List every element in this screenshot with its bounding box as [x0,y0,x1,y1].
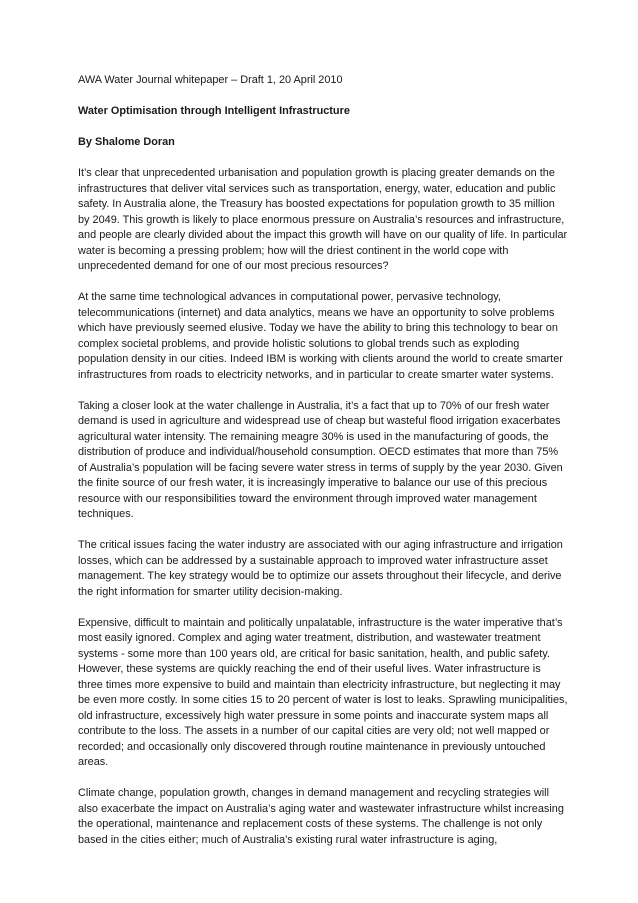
paragraph: It’s clear that unprecedented urbanisation and population growth is placing greater demands on the infrastructures that deliver vital services such as transportation, energy, water, education and public safety. In Australia alone, the Treasury has boosted expectations for population growth to 35 million by 2049. This growth is likely to place enormous pressure on Australia’s resources and infrastructure, and people are clearly divided about the impact this growth will have on our quality of life. In particular water is becoming a pressing problem; how will the driest continent in the world cope with unprecedented demand for one of our most precious resources? [78,167,568,272]
byline: By Shalome Doran [78,136,175,148]
paragraph: Expensive, difficult to maintain and politically unpalatable, infrastructure is the water imperative that’s most easily ignored. Complex and aging water treatment, distribution, and wastewater treatment systems - some more than 100 years old, are critical for basic sanitation, health, and public safety. However, these systems are quickly reaching the end of their useful lives. Water infrastructure is three times more expensive to build and maintain than electricity infrastructure, but neglecting it may be even more costly. In some cities 15 to 20 percent of water is lost to leaks. Sprawling municipalities, old infrastructure, excessively high water pressure in some points and inaccurate system maps all contribute to the loss. The assets in a number of our capital cities are very old; not well mapped or recorded; and occasionally only discovered through routine maintenance in previously untouched areas. [78,616,568,768]
paragraph: The critical issues facing the water industry are associated with our aging infrastructure and irrigation losses, which can be addressed by a sustainable approach to improved water infrastructure asset management. The key strategy would be to optimize our assets throughout their lifecycle, and derive the right information for smarter utility decision-making. [78,539,563,598]
paragraph: At the same time technological advances in computational power, pervasive technology, telecommunications (internet) and data analytics, means we have an opportunity to solve problems which have previously seemed elusive. Today we have the ability to bring this technology to bear on complex societal problems, and provide holistic solutions to global trends such as exploding population density in our cities. Indeed IBM is working with clients around the world to create smarter infrastructures from roads to electricity networks, and in particular to create smarter water systems. [78,291,563,381]
document-body [78,73,568,864]
document-title: Water Optimisation through Intelligent Infrastructure [78,105,350,117]
draft-line: AWA Water Journal whitepaper – Draft 1, 20 April 2010 [78,74,343,86]
paragraph: Taking a closer look at the water challenge in Australia, it’s a fact that up to 70% of our fresh water demand is used in agriculture and widespread use of cheap but wasteful flood irrigation exacerbates agricultural water intensity. The remaining meagre 30% is used in the manufacturing of goods, the distribution of produce and individual/household consumption. OECD estimates that more than 75% of Australia’s population will be facing severe water stress in terms of supply by the year 2030. Given the finite source of our fresh water, it is increasingly imperative to balance our use of this precious resource with our responsibilities toward the environment through improved water management techniques. [78,399,563,520]
paragraph: Climate change, population growth, changes in demand management and recycling strategies will also exacerbate the impact on Australia’s aging water and wastewater infrastructure whilst increasing the operational, maintenance and replacement costs of these systems. The challenge is not only based in the cities either; much of Australia’s existing rural water infrastructure is aging, [78,787,564,846]
